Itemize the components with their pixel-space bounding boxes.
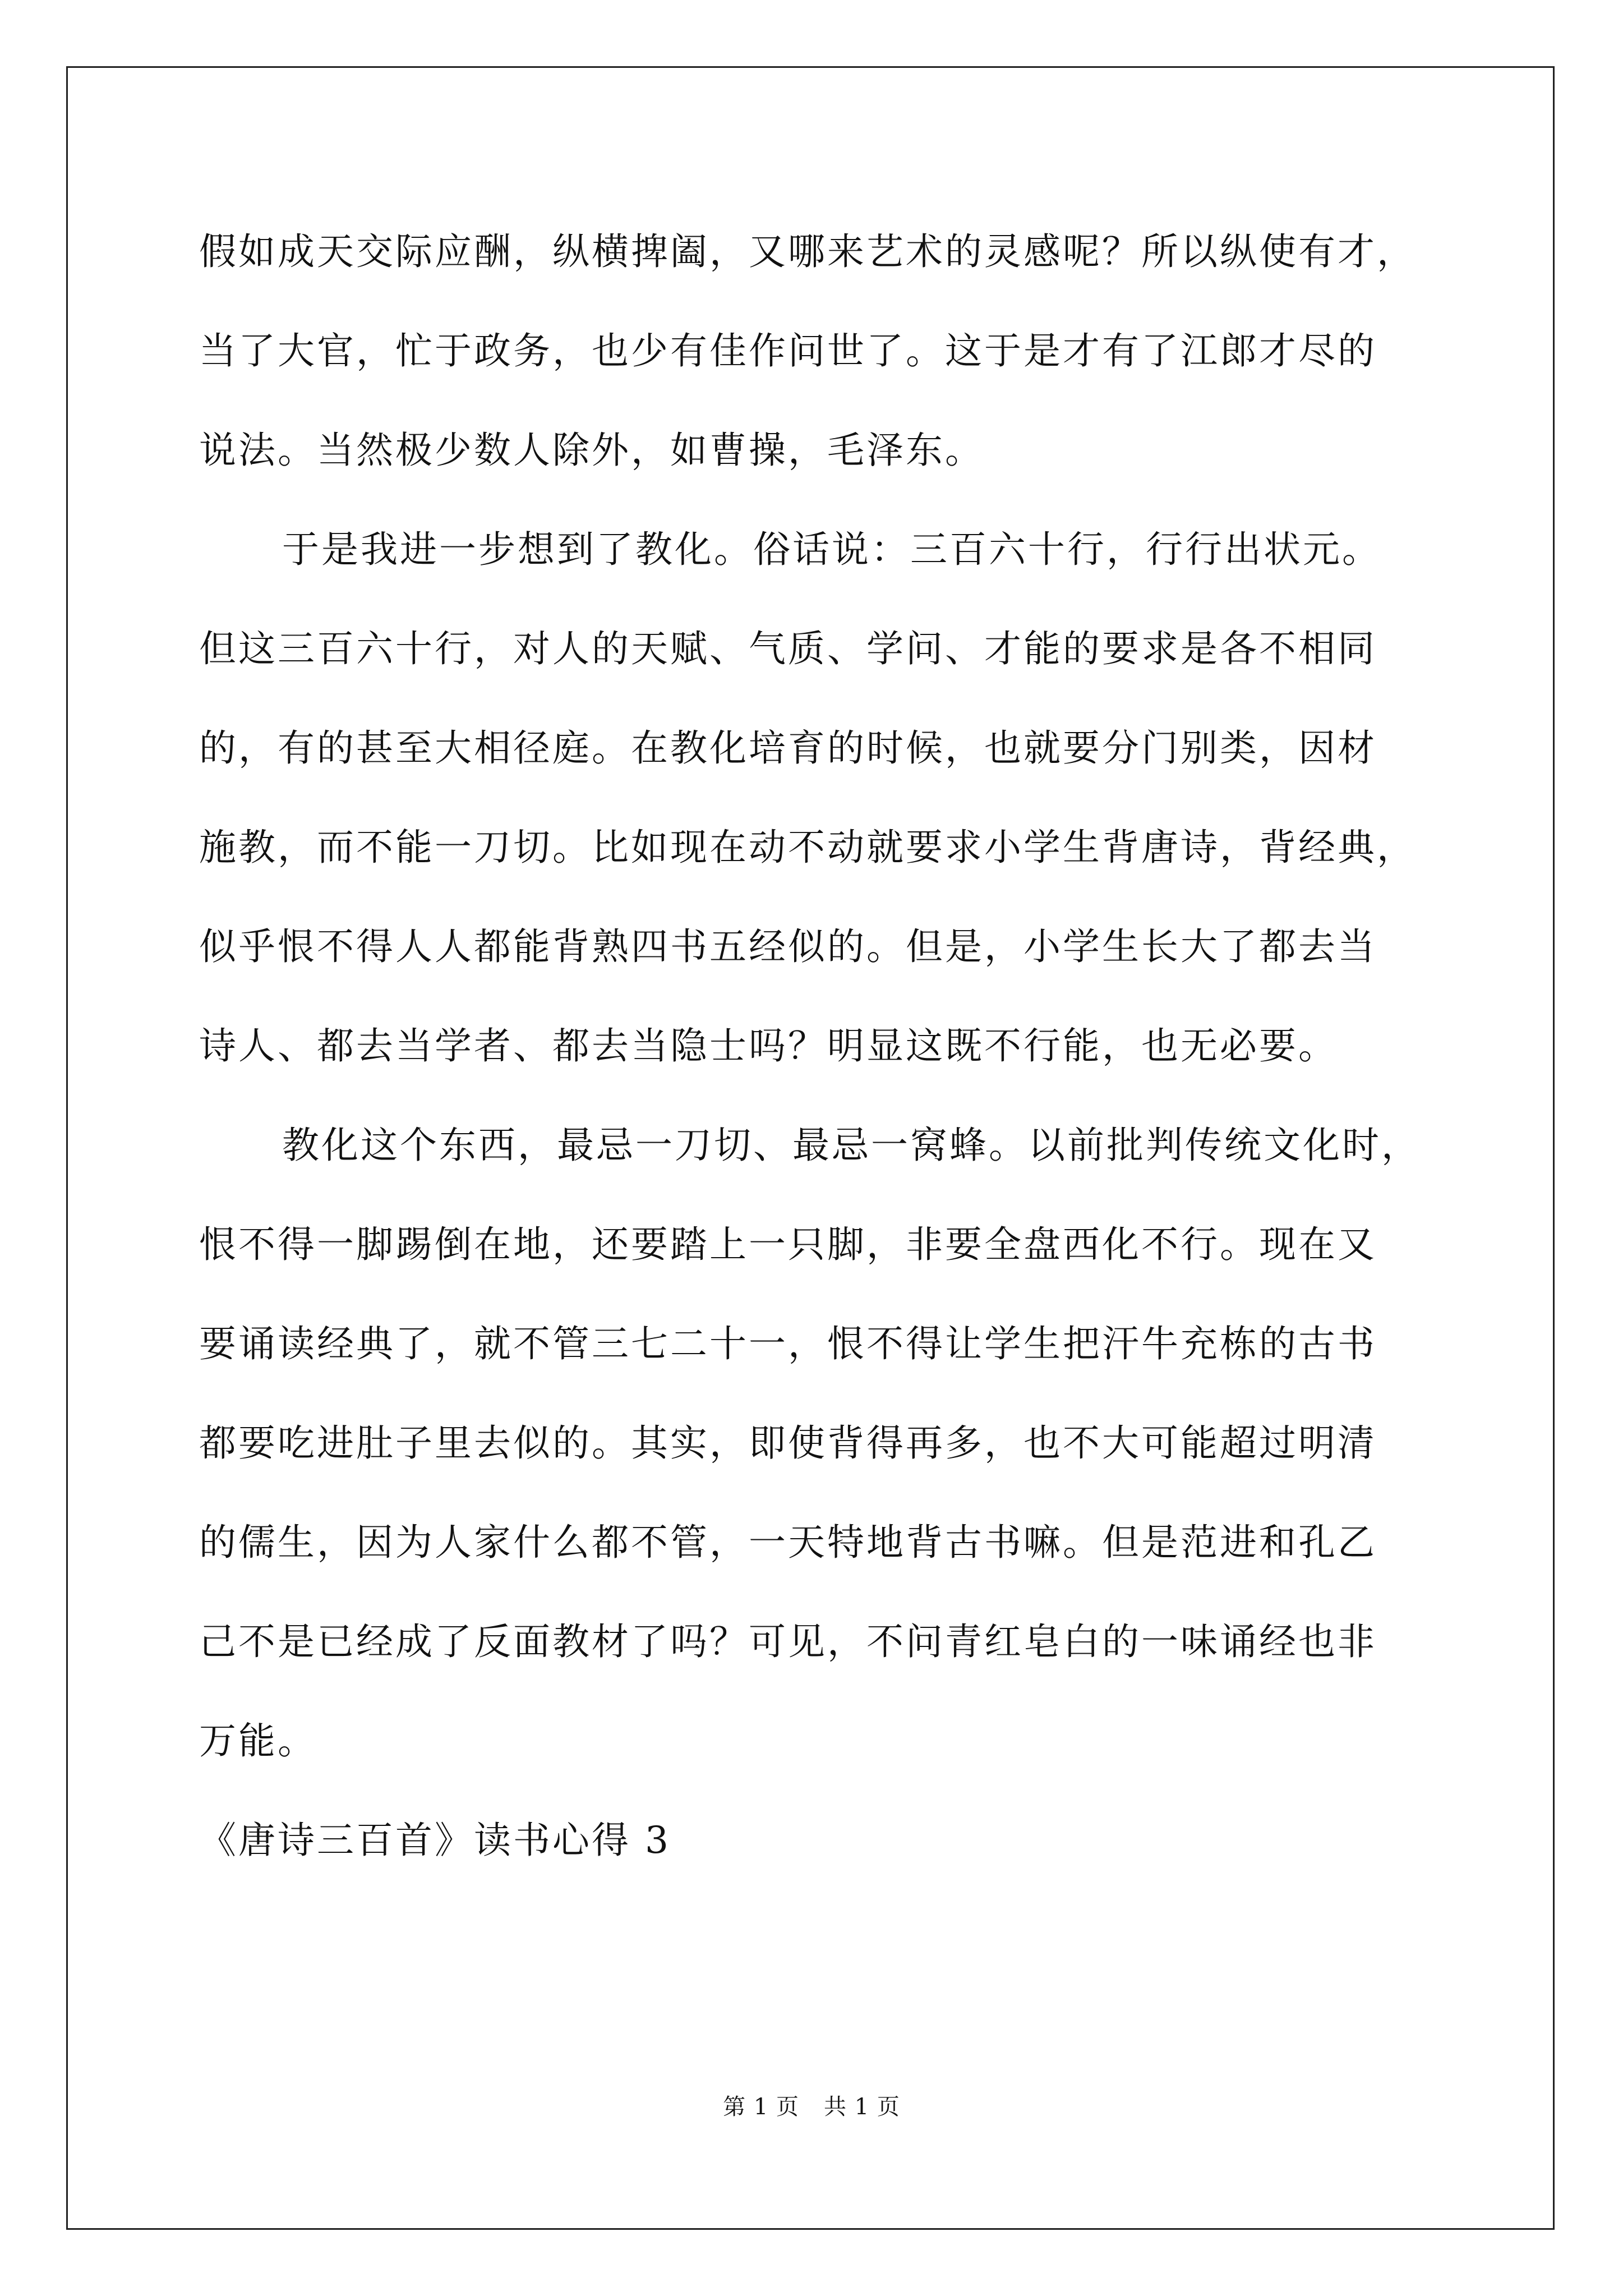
paragraph <box>199 1096 1461 1791</box>
text-line: 似乎恨不得人人都能背熟四书五经似的。但是，小学生长大了都去当 <box>199 925 1377 968</box>
text-line: 当了大官，忙于政务，也少有佳作问世了。这于是才有了江郎才尽的 <box>199 329 1377 372</box>
text-line: 教化这个东西，最忌一刀切、最忌一窝蜂。以前批判传统文化时， <box>282 1124 1421 1167</box>
text-line: 万能。 <box>199 1719 317 1763</box>
text-line: 的儒生，因为人家什么都不管，一天特地背古书嘛。但是范进和孔乙 <box>199 1521 1377 1564</box>
paragraph <box>199 500 1461 1096</box>
text-line: 的，有的甚至大相径庭。在教化培育的时候，也就要分门别类，因材 <box>199 726 1377 770</box>
text-line: 于是我进一步想到了教化。俗话说：三百六十行，行行出状元。 <box>282 528 1381 571</box>
document-body <box>199 202 1461 1890</box>
text-line: 说法。当然极少数人除外，如曹操，毛泽东。 <box>199 429 984 472</box>
text-line: 要诵读经典了，就不管三七二十一，恨不得让学生把汗牛充栋的古书 <box>199 1322 1377 1365</box>
page-number-total: 共 1 页 <box>824 2094 900 2120</box>
text-line: 假如成天交际应酬，纵横捭阖，又哪来艺术的灵感呢？所以纵使有才， <box>199 230 1416 273</box>
section-heading: 《唐诗三百首》读书心得 3 <box>199 1819 671 1862</box>
text-line: 但这三百六十行，对人的天赋、气质、学问、才能的要求是各不相同 <box>199 627 1377 670</box>
paragraph <box>199 202 1461 500</box>
text-line: 恨不得一脚踢倒在地，还要踏上一只脚，非要全盘西化不行。现在又 <box>199 1223 1377 1266</box>
text-line: 己不是已经成了反面教材了吗？可见，不问青红皂白的一味诵经也非 <box>199 1620 1377 1663</box>
page-number-current: 第 1 页 <box>723 2094 799 2120</box>
page-footer <box>0 2089 1623 2121</box>
text-line: 都要吃进肚子里去似的。其实，即使背得再多，也不大可能超过明清 <box>199 1421 1377 1465</box>
text-line: 施教，而不能一刀切。比如现在动不动就要求小学生背唐诗，背经典， <box>199 826 1416 869</box>
text-line: 诗人、都去当学者、都去当隐士吗？明显这既不行能，也无必要。 <box>199 1024 1338 1068</box>
